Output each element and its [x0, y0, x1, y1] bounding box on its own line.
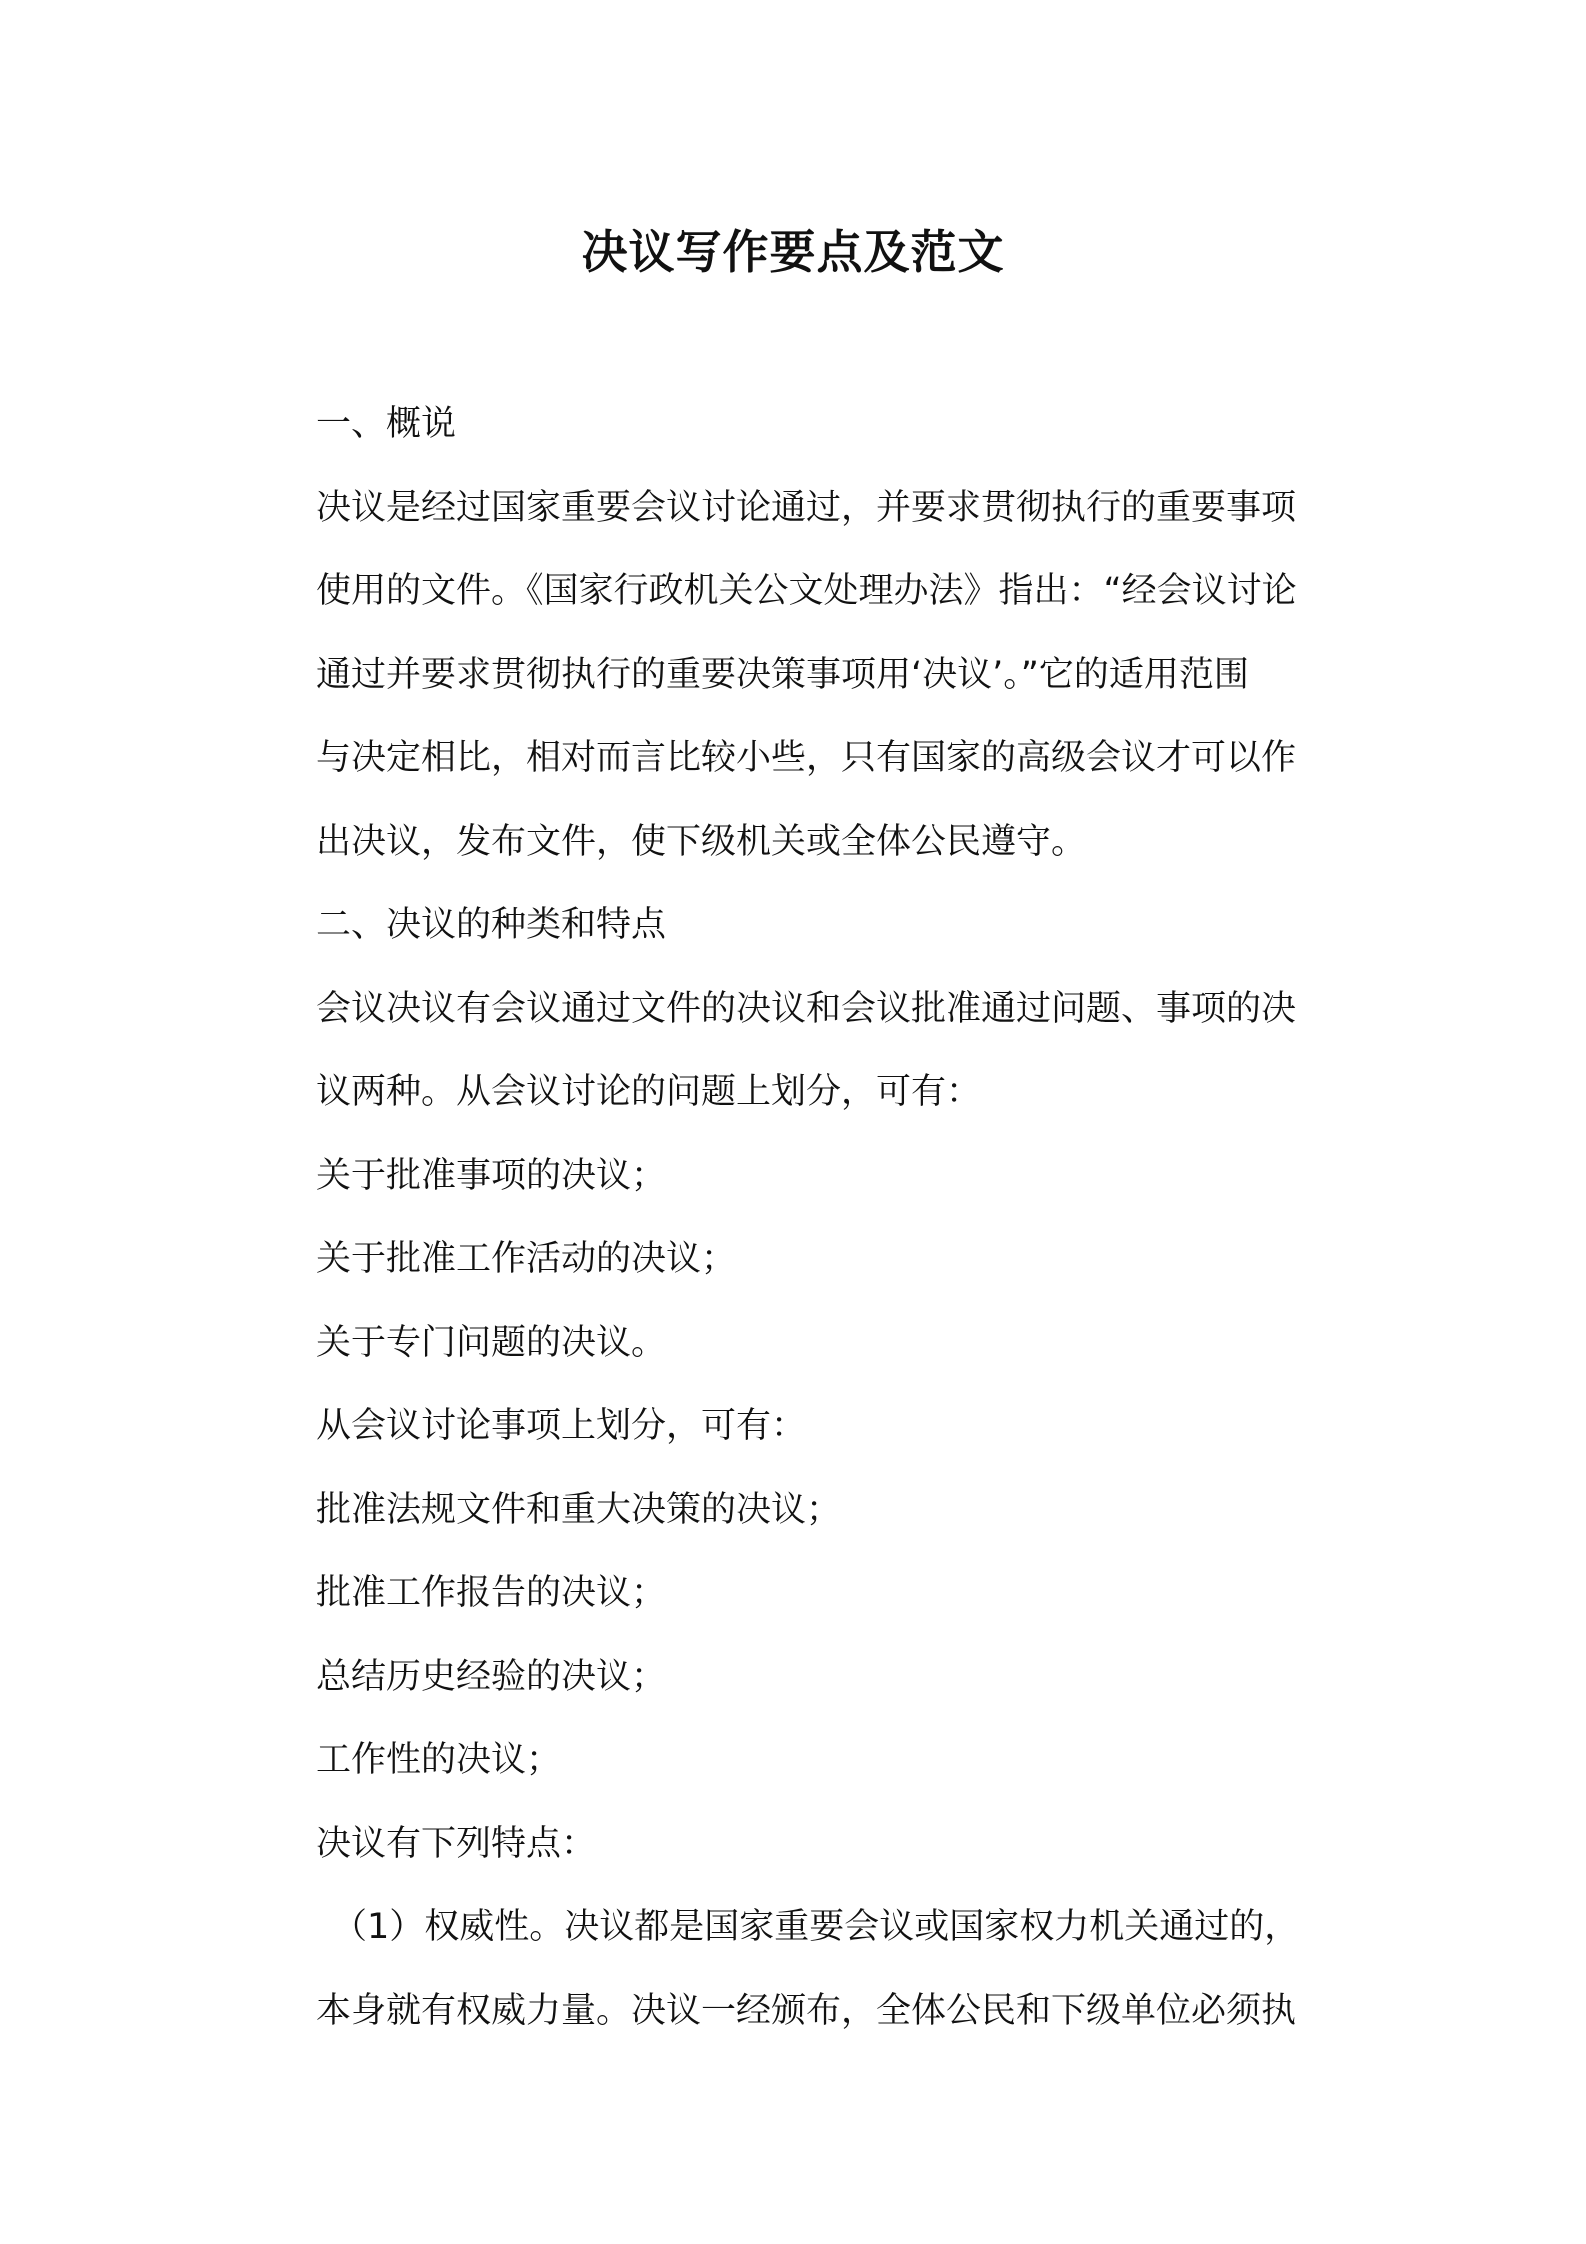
list-item: 关于批准工作活动的决议； — [316, 1239, 737, 1279]
list-item: 工作性的决议； — [316, 1740, 562, 1780]
section-heading-types: 二、决议的种类和特点 — [316, 905, 667, 945]
paragraph-line: 使用的文件。《国家行政机关公文处理办法》指出：“经会议讨论 — [316, 571, 1297, 611]
paragraph-line: 通过并要求贯彻执行的重要决策事项用‘决议’。”它的适用范围 — [316, 654, 1249, 695]
list-item: 批准法规文件和重大决策的决议； — [316, 1489, 842, 1530]
paragraph-line: 决议有下列特点： — [316, 1823, 597, 1864]
section-heading-overview: 一、概说 — [316, 404, 457, 444]
list-item: 批准工作报告的决议； — [316, 1573, 667, 1613]
document-body — [316, 383, 1346, 2053]
list-item: 总结历史经验的决议； — [316, 1656, 667, 1697]
paragraph-line: 本身就有权威力量。决议一经颁布，全体公民和下级单位必须执 — [316, 1990, 1297, 2031]
paragraph-line: 议两种。从会议讨论的问题上划分，可有： — [316, 1072, 982, 1112]
document-title: 决议写作要点及范文 — [581, 225, 1005, 279]
list-item: 关于专门问题的决议。 — [316, 1322, 667, 1363]
feature-item: （1）权威性。决议都是国家重要会议或国家权力机关通过的， — [332, 1907, 1300, 1947]
paragraph-line: 会议决议有会议通过文件的决议和会议批准通过问题、事项的决 — [316, 988, 1297, 1029]
list-item: 关于批准事项的决议； — [316, 1155, 667, 1196]
paragraph-line: 决议是经过国家重要会议讨论通过，并要求贯彻执行的重要事项 — [316, 487, 1297, 528]
paragraph-line: 从会议讨论事项上划分，可有： — [316, 1406, 807, 1446]
paragraph-line: 与决定相比，相对而言比较小些，只有国家的高级会议才可以作 — [316, 738, 1297, 778]
paragraph-line: 出决议，发布文件，使下级机关或全体公民遵守。 — [316, 821, 1087, 862]
